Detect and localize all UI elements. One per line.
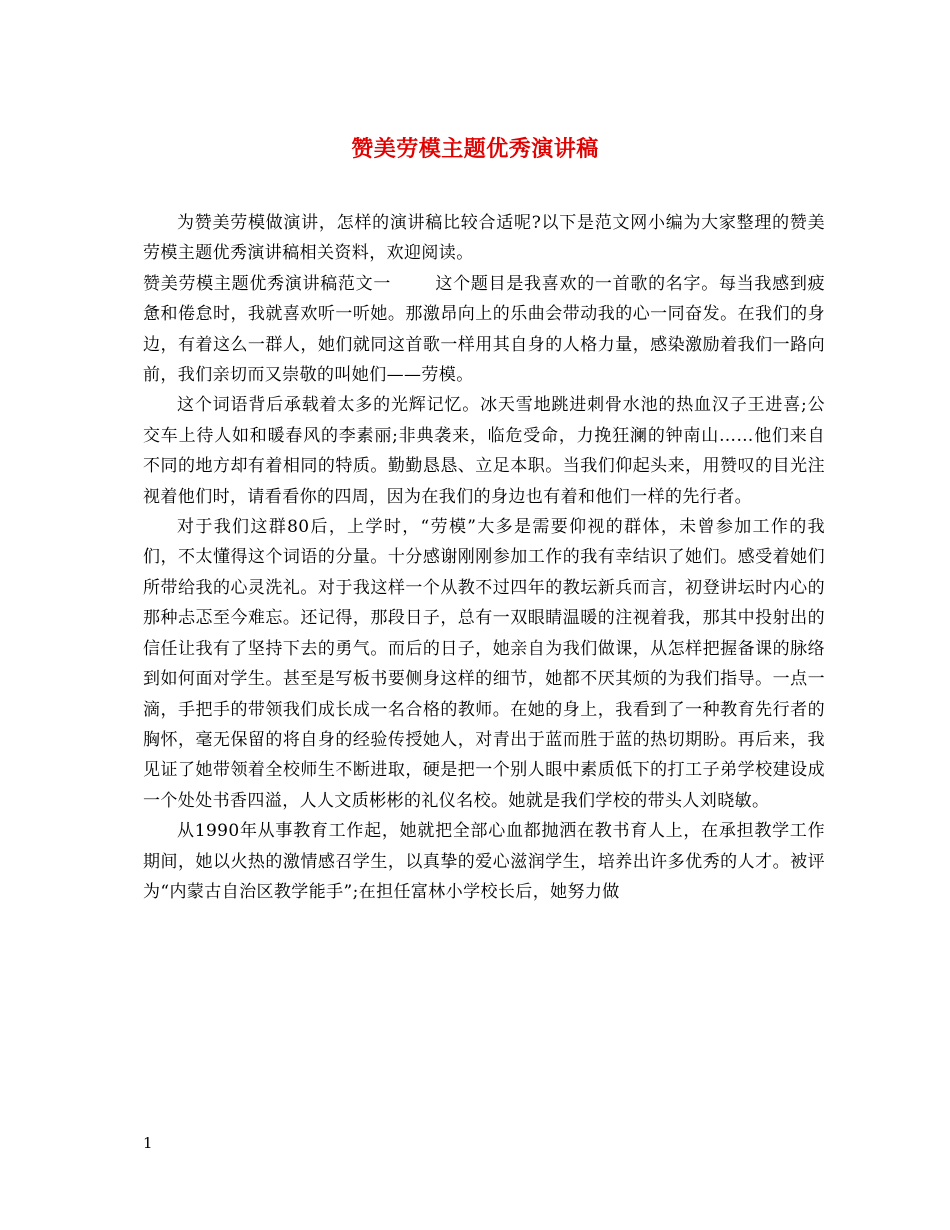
intro-paragraph: 为赞美劳模做演讲，怎样的演讲稿比较合适呢?以下是范文网小编为大家整理的赞美劳模主题优秀演讲稿相关资料，欢迎阅读。 — [143, 213, 825, 264]
section-first-text: 这个题目是我喜欢的一首歌的名字。每当我感到疲惫和倦怠时，我就喜欢听一听她。那激昂向上的乐曲会带动我的心一同奋发。在我们的身边，有着这么一群人，她们就同这首歌一样用其自身的人格力量，感染激励着我们一路向前，我们亲切而又崇敬的叫她们——劳模。 — [143, 273, 825, 386]
body-paragraph: 对于我们这群80后，上学时，“劳模”大多是需要仰视的群体，未曾参加工作的我们，不太懂得这个词语的分量。十分感谢刚刚参加工作的我有幸结识了她们。感受着她们所带给我的心灵洗礼。对于我这样一个从教不过四年的教坛新兵而言，初登讲坛时内心的那种忐忑至今难忘。还记得，那段日子，总有一双眼睛温暖的注视着我，那其中投射出的信任让我有了坚持下去的勇气。而后的日子，她亲自为我们做课，从怎样把握备课的脉络到如何面对学生。甚至是写板书要侧身这样的细节，她都不厌其烦的为我们指导。一点一滴，手把手的带领我们成长成一名合格的教师。在她的身上，我看到了一种教育先行者的胸怀，毫无保留的将自身的经验传授她人，对青出于蓝而胜于蓝的热切期盼。再后来，我见证了她带领着全校师生不断进取，硬是把一个别人眼中素质低下的打工子弟学校建设成一个处处书香四溢，人人文质彬彬的礼仪名校。她就是我们学校的带头人刘晓敏。 — [143, 517, 825, 811]
body-paragraph: 从1990年从事教育工作起，她就把全部心血都抛洒在教书育人上，在承担教学工作期间，她以火热的激情感召学生，以真挚的爱心滋润学生，培养出许多优秀的人才。被评为“内蒙古自治区教学能手”;在担任富林小学校长后，她努力做 — [143, 821, 825, 902]
document-title: 赞美劳模主题优秀演讲稿 — [351, 136, 599, 162]
body-paragraph: 这个词语背后承载着太多的光辉记忆。冰天雪地跳进刺骨水池的热血汉子王进喜;公交车上待人如和暖春风的李素丽;非典袭来，临危受命，力挽狂澜的钟南山……他们来自不同的地方却有着相同的特质。勤勤恳恳、立足本职。当我们仰起头来，用赞叹的目光注视着他们时，请看看你的四周，因为在我们的身边也有着和他们一样的先行者。 — [143, 395, 825, 507]
page-number: 1 — [143, 1134, 153, 1152]
section-heading: 赞美劳模主题优秀演讲稿范文一 — [143, 273, 392, 294]
section-paragraph — [143, 269, 825, 391]
document-body — [143, 208, 825, 907]
